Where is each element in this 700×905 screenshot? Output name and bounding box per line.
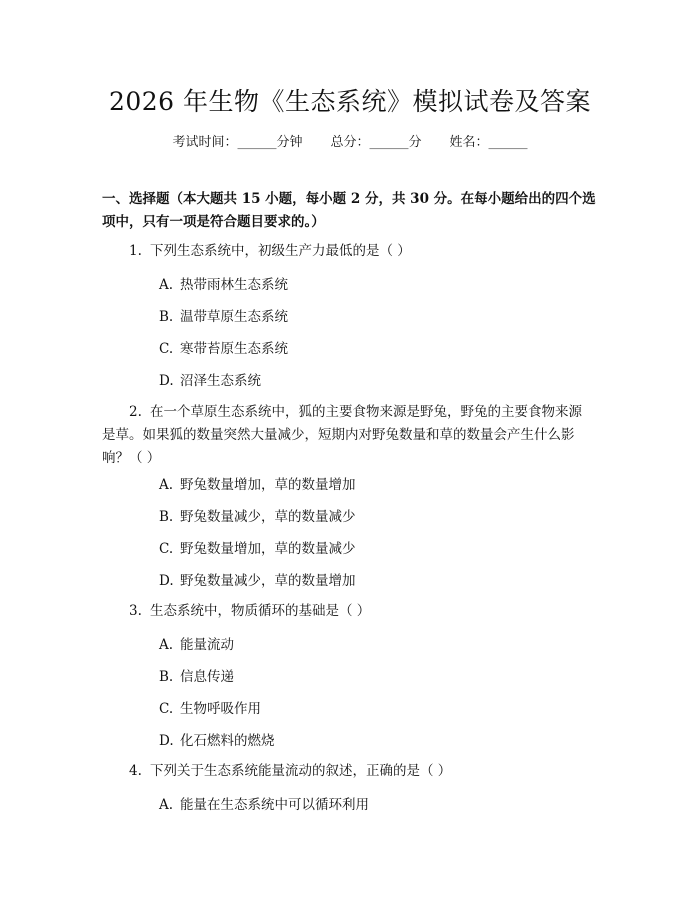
option-text: 信息传递 — [180, 669, 234, 685]
option-letter: B. — [159, 309, 174, 325]
section-heading: 一、选择题（本大题共 15 小题，每小题 2 分，共 30 分。在每小题给出的四个选项中，只有一项是符合题目要求的。） — [102, 191, 596, 230]
question-number: 4. — [129, 763, 142, 779]
exam-time-field: 考试时间：______分钟 — [172, 135, 303, 150]
option-text: 寒带苔原生态系统 — [180, 341, 288, 357]
question-4-option-a — [159, 796, 369, 814]
question-1-option-b — [159, 308, 288, 326]
option-letter: D. — [159, 573, 174, 589]
option-text: 热带雨林生态系统 — [180, 277, 288, 293]
option-text: 野兔数量增加，草的数量减少 — [180, 541, 356, 557]
question-3-stem — [102, 600, 588, 623]
question-text: 下列关于生态系统能量流动的叙述，正确的是（ ） — [150, 763, 452, 779]
question-1-option-a — [159, 276, 288, 294]
question-1-option-c — [159, 340, 288, 358]
question-number: 2. — [129, 404, 142, 420]
question-3-option-d — [159, 732, 275, 750]
question-2-option-c — [159, 540, 356, 558]
question-1-option-d — [159, 372, 261, 390]
option-letter: B. — [159, 509, 174, 525]
option-letter: C. — [159, 541, 174, 557]
option-letter: A. — [159, 277, 174, 293]
question-text: 下列生态系统中，初级生产力最低的是（ ） — [150, 243, 411, 259]
option-text: 沼泽生态系统 — [180, 373, 261, 389]
option-letter: D. — [159, 733, 174, 749]
question-2-option-b — [159, 508, 356, 526]
option-text: 能量流动 — [180, 637, 234, 653]
option-letter: A. — [159, 797, 174, 813]
question-number: 1. — [129, 243, 142, 259]
total-score-field: 总分：______分 — [330, 135, 422, 150]
option-letter: D. — [159, 373, 174, 389]
question-2-option-d — [159, 572, 356, 590]
exam-info-line — [0, 131, 700, 150]
option-text: 野兔数量减少，草的数量减少 — [180, 509, 356, 525]
option-letter: B. — [159, 669, 174, 685]
option-text: 温带草原生态系统 — [180, 309, 288, 325]
question-text: 在一个草原生态系统中，狐的主要食物来源是野兔，野兔的主要食物来源是草。如果狐的数量突然大量减少，短期内对野兔数量和草的数量会产生什么影响？（ ） — [102, 404, 582, 466]
option-letter: C. — [159, 341, 174, 357]
question-number: 3. — [129, 603, 142, 619]
option-text: 能量在生态系统中可以循环利用 — [180, 797, 369, 813]
student-name-field: 姓名：______ — [449, 135, 528, 150]
question-4-stem — [102, 760, 588, 783]
question-text: 生态系统中，物质循环的基础是（ ） — [150, 603, 371, 619]
option-letter: A. — [159, 637, 174, 653]
option-text: 野兔数量增加，草的数量增加 — [180, 477, 356, 493]
option-letter: C. — [159, 701, 174, 717]
question-3-option-a — [159, 636, 234, 654]
page-title: 2026 年生物《生态系统》模拟试卷及答案 — [108, 87, 592, 116]
question-2-option-a — [159, 476, 356, 494]
option-letter: A. — [159, 477, 174, 493]
question-2-stem — [102, 401, 588, 470]
option-text: 化石燃料的燃烧 — [180, 733, 275, 749]
question-3-option-c — [159, 700, 261, 718]
option-text: 野兔数量减少，草的数量增加 — [180, 573, 356, 589]
option-text: 生物呼吸作用 — [180, 701, 261, 717]
question-1-stem — [102, 240, 588, 263]
question-3-option-b — [159, 668, 234, 686]
